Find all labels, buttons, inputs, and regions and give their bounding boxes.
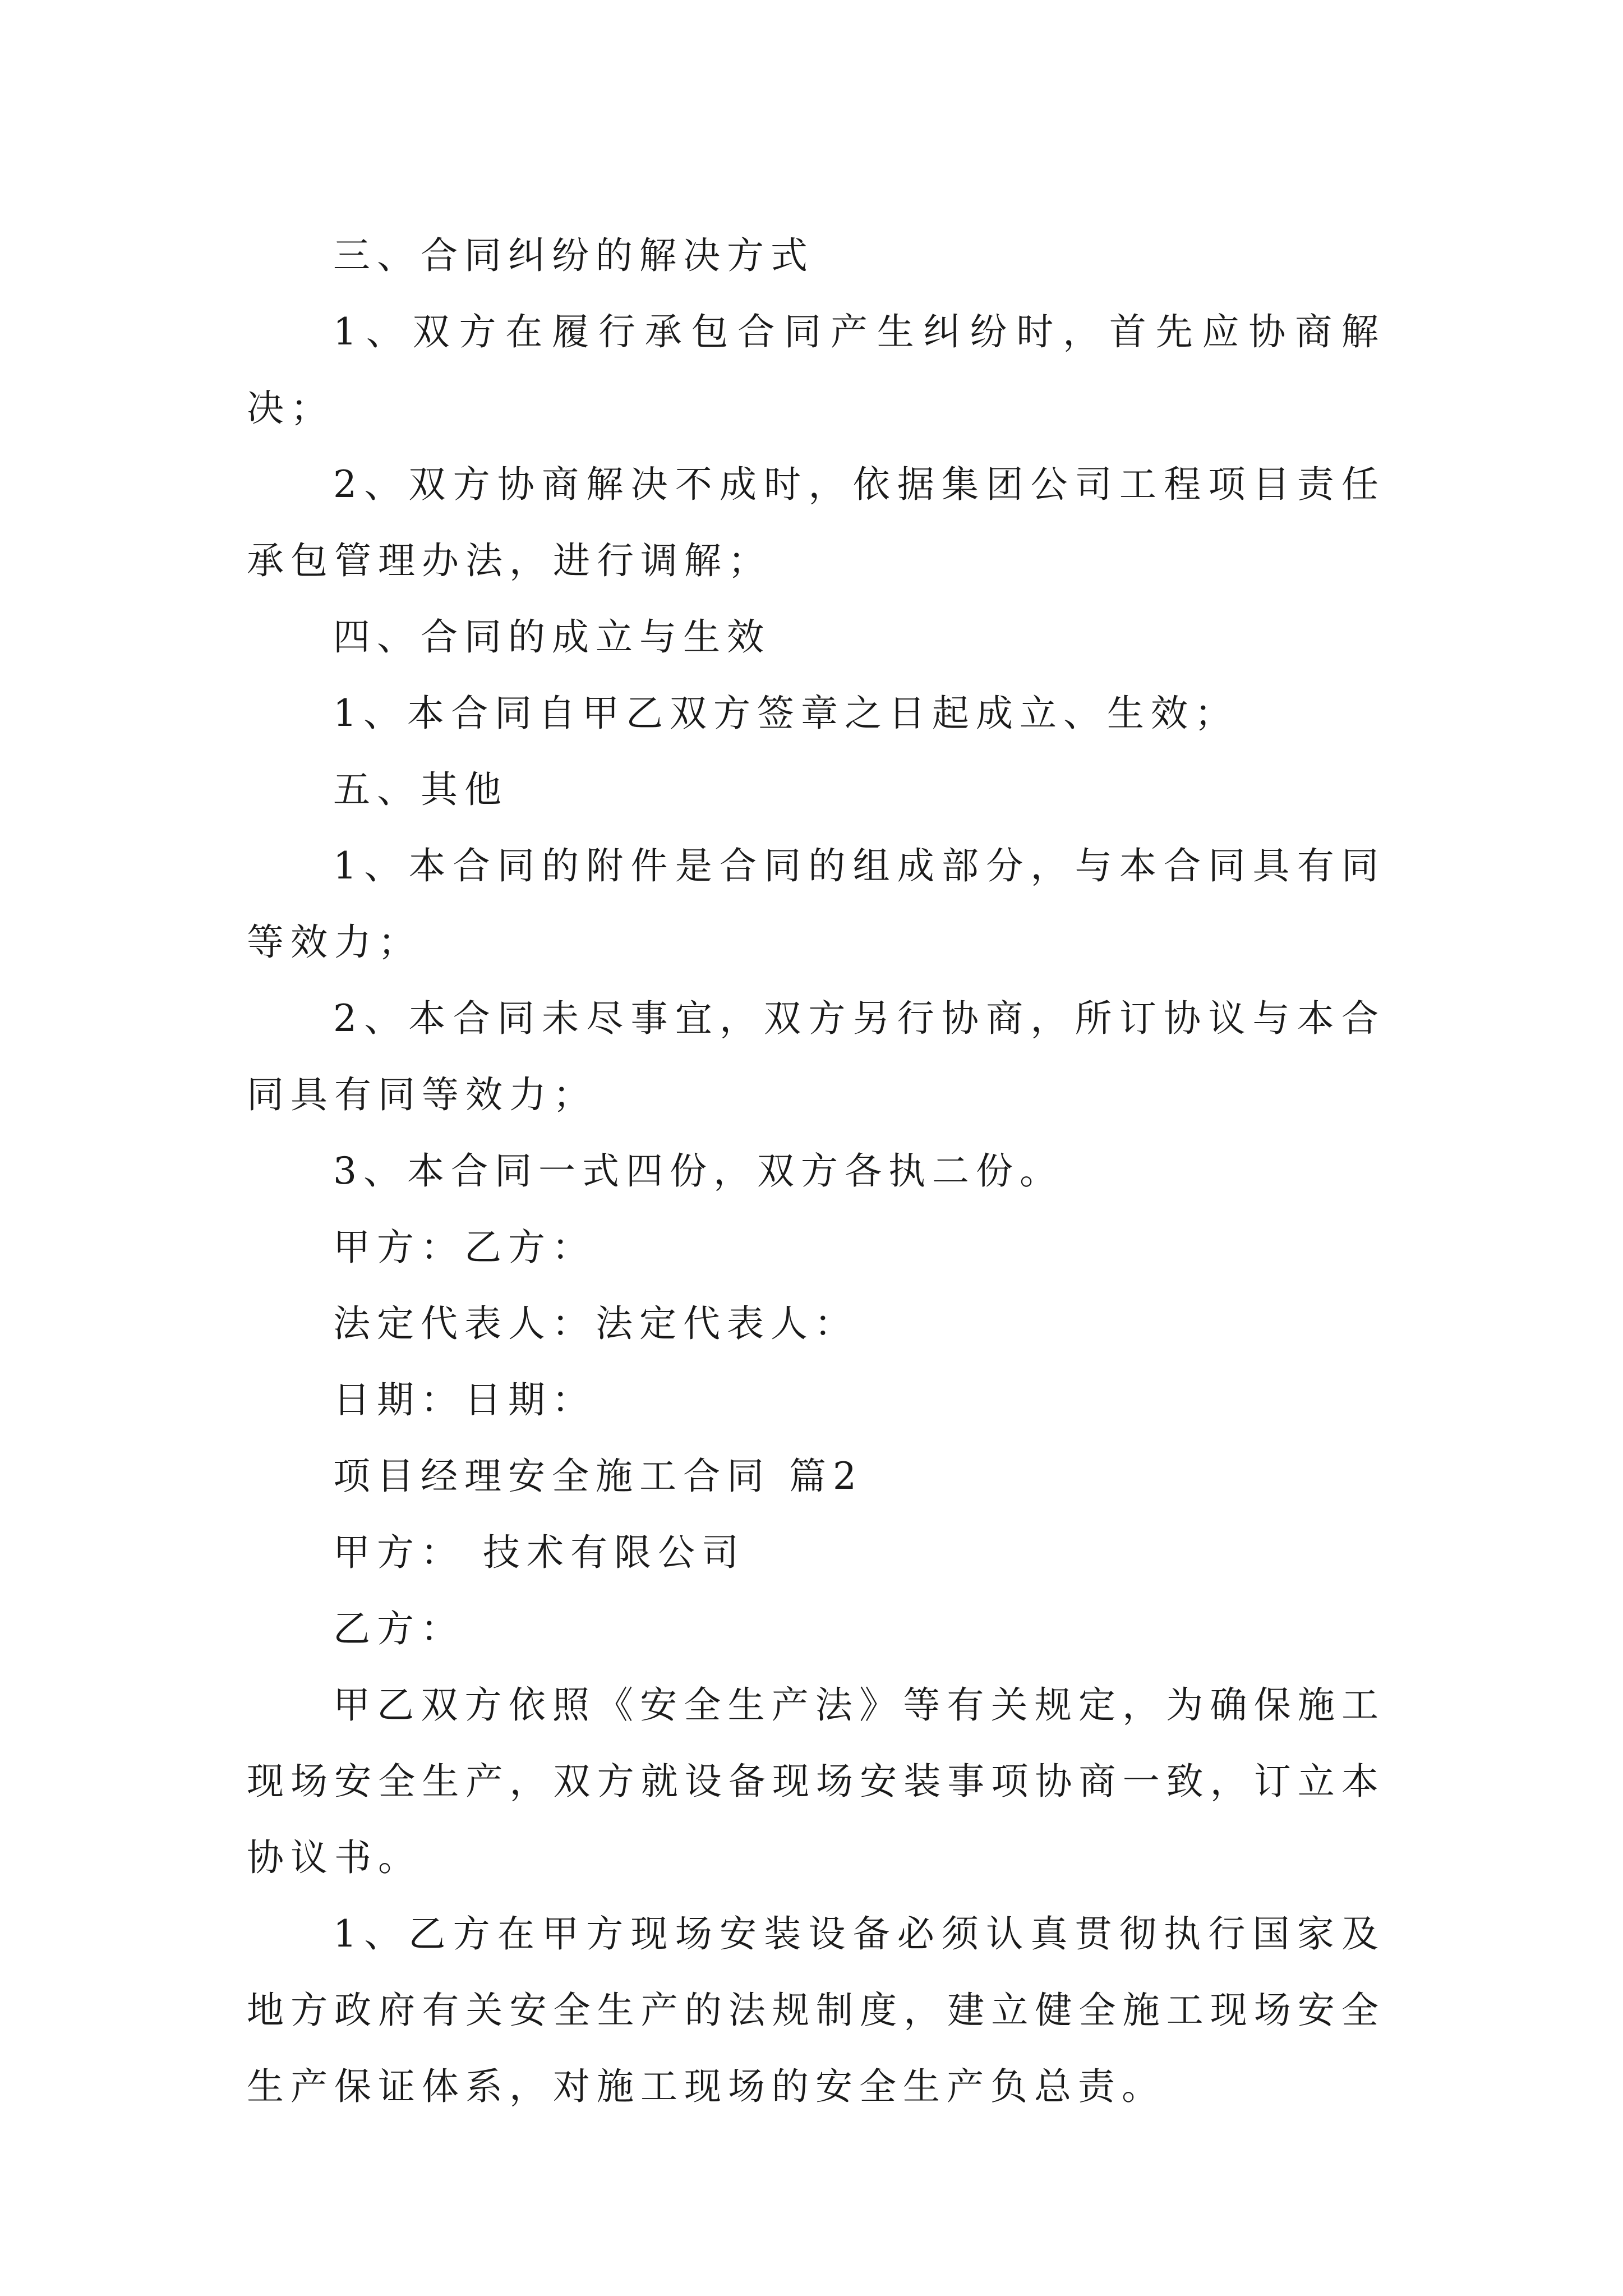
signature-date-line: 日期：日期：	[333, 1378, 596, 1421]
section-heading-formation-effect: 四、合同的成立与生效	[333, 615, 771, 659]
preamble-paragraph: 甲乙双方依照《安全生产法》等有关规定，为确保施工现场安全生产，双方就设备现场安装事项协商一致，订立本协议书。	[247, 1683, 1385, 1879]
clause-paragraph: 3、本合同一式四份，双方各执二份。	[333, 1149, 1063, 1193]
party-a-line: 甲方： 技术有限公司	[333, 1531, 745, 1574]
clause-paragraph: 1、双方在履行承包合同产生纠纷时，首先应协商解决；	[247, 310, 1385, 430]
section-heading-dispute-resolution: 三、合同纠纷的解决方式	[333, 234, 814, 277]
document-body	[247, 218, 1385, 2125]
section-heading-other: 五、其他	[333, 768, 508, 811]
signature-representative-line: 法定代表人：法定代表人：	[333, 1302, 858, 1345]
clause-paragraph: 2、双方协商解决不成时，依据集团公司工程项目责任承包管理办法，进行调解；	[247, 463, 1385, 582]
document-title-part-2: 项目经理安全施工合同 篇2	[333, 1455, 863, 1498]
clause-paragraph: 1、本合同的附件是合同的组成部分，与本合同具有同等效力；	[247, 844, 1385, 964]
signature-party-line: 甲方：乙方：	[333, 1226, 596, 1269]
clause-paragraph: 2、本合同未尽事宜，双方另行协商，所订协议与本合同具有同等效力；	[247, 997, 1385, 1116]
clause-paragraph: 1、乙方在甲方现场安装设备必须认真贯彻执行国家及地方政府有关安全生产的法规制度，建立健全施工现场安全生产保证体系，对施工现场的安全生产负总责。	[247, 1912, 1385, 2108]
party-b-line: 乙方：	[333, 1607, 464, 1650]
clause-paragraph: 1、本合同自甲乙双方签章之日起成立、生效；	[333, 692, 1238, 735]
